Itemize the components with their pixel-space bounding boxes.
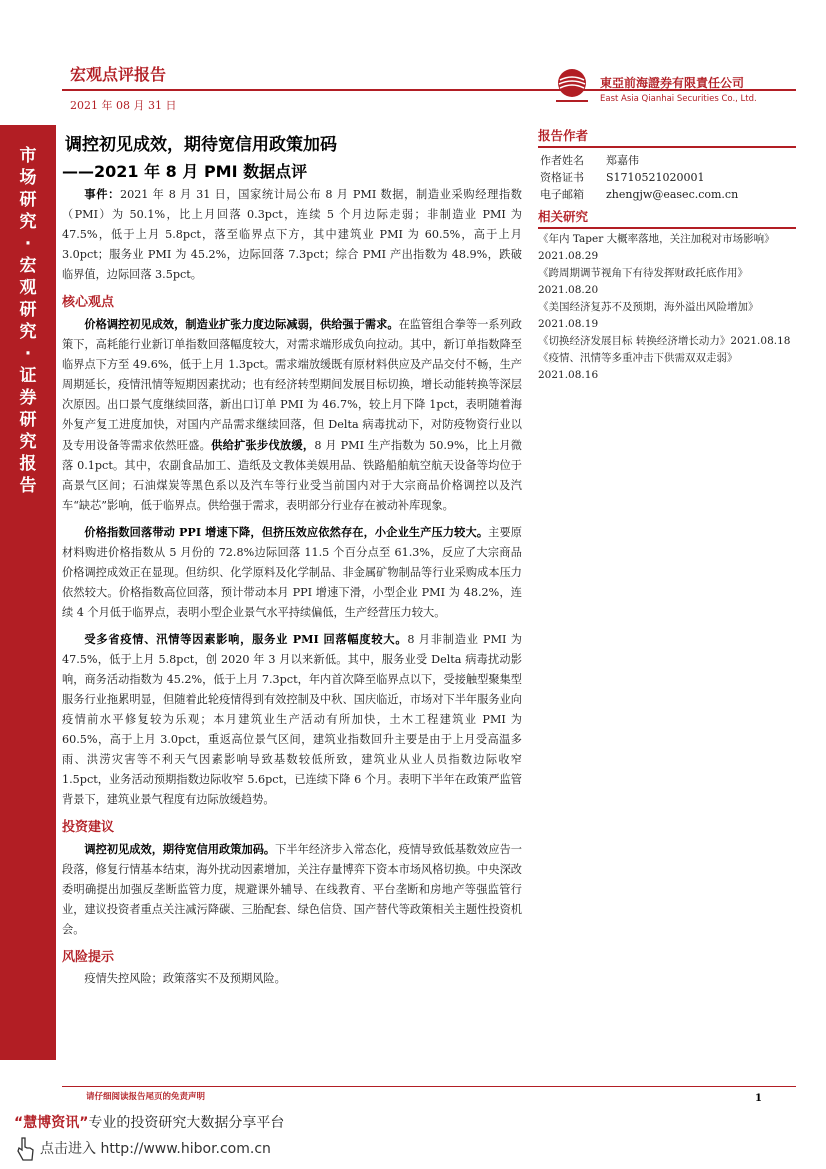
author-row bbox=[540, 186, 796, 203]
sidebar-char: 报 bbox=[19, 454, 37, 474]
author-field-label: 资格证书 bbox=[540, 171, 584, 184]
core-p3-lead: 受多省疫情、汛情等因素影响，服务业 PMI 回落幅度较大。 bbox=[84, 632, 408, 646]
company-name-cn: 東亞前海證券有限責任公司 bbox=[600, 76, 745, 90]
related-heading: 相关研究 bbox=[538, 207, 796, 229]
document-title: 调控初见成效，期待宽信用政策加码 bbox=[65, 135, 337, 155]
author-row bbox=[540, 169, 796, 186]
sidebar-char: 告 bbox=[19, 476, 37, 496]
watermark-link[interactable]: 点击进入 http://www.hibor.com.cn bbox=[40, 1141, 271, 1157]
main-column bbox=[62, 130, 522, 989]
sidebar-char: 研 bbox=[19, 410, 37, 430]
related-item[interactable]: 《美国经济复苏不及预期，海外溢出风险增加》2021.08.19 bbox=[538, 301, 759, 330]
sidebar-label bbox=[0, 145, 56, 497]
related-item[interactable]: 《切换经济发展目标 转换经济增长动力》2021.08.18 bbox=[538, 335, 791, 347]
sidebar-char: 究 bbox=[19, 322, 37, 342]
sidebar-char: 券 bbox=[19, 388, 37, 408]
sidebar-char: 市 bbox=[19, 146, 37, 166]
invest-lead: 调控初见成效，期待宽信用政策加码。 bbox=[84, 842, 276, 856]
sidebar-char: 宏 bbox=[19, 256, 37, 276]
category-sidebar bbox=[0, 125, 56, 1060]
sidebar-char: 场 bbox=[19, 168, 37, 188]
watermark-line-1 bbox=[14, 1112, 284, 1132]
core-p1-text-2: 8 月 PMI 生产指数为 50.9%，比上月微落 0.1pct。其中，农副食品加工、造纸及文教体美娱用品、铁路船舶航空航天设备等均位于高景气区间；石油煤炭等黑色系以及汽车等行业受当前国内对于大宗商品价格调控以及汽车“缺芯”影响，低于临界点。供给强于需求，表明部分行业存在被动补库现象。 bbox=[62, 439, 522, 512]
author-info bbox=[538, 152, 796, 203]
core-p3-text: 8 月非制造业 PMI 为 47.5%，低于上月 5.8pct，创 2020 年 3 月以来新低。其中，服务业受 Delta 病毒扰动影响，商务活动指数为 45.2%，低于上月 7.3pct，年内首次降至临界点以下，受接触型聚集型服务行业拖累明显，但随着此轮疫情得到有效控制及中秋、国庆临近，市场对下半年服务业向疫情前水平修复较为乐观；本月建筑业生产活动有所加快，土木工程建筑业 PMI 为 60.5%，高于上月 3.0pct，重返高位景气区间，建筑业指数回升主要是由于上月受高温多雨、洪涝灾害等不利天气因素影响导致基数较低所致，建筑业从业人员指数边际收窄 1.5pct，业务活动预期指数边际收窄 5.6pct，已连续下降 6 个月。表明下半年在政策严监管背景下，建筑业景气程度有边际放缓趋势。 bbox=[62, 633, 522, 806]
watermark-tagline: 专业的投资研究大数据分享平台 bbox=[88, 1115, 285, 1131]
event-label: 事件： bbox=[84, 187, 120, 201]
core-p1-lead: 价格调控初见成效，制造业扩张力度边际减弱，供给强于需求。 bbox=[84, 317, 399, 331]
sidebar-char: 究 bbox=[19, 212, 37, 232]
watermark-brand: “慧博资讯” bbox=[14, 1115, 89, 1131]
related-item[interactable]: 《跨周期调节视角下有待发挥财政托底作用》2021.08.20 bbox=[538, 267, 748, 296]
sidebar-char: 究 bbox=[19, 432, 37, 452]
related-item[interactable]: 《疫情、汛情等多重冲击下供需双双走弱》2021.08.16 bbox=[538, 352, 738, 381]
author-field-label: 作者姓名 bbox=[540, 154, 584, 167]
sidebar-char: 研 bbox=[19, 300, 37, 320]
author-heading: 报告作者 bbox=[538, 126, 796, 148]
author-row bbox=[540, 152, 796, 169]
core-p2-text: 主要原材料购进价格指数从 5 月份的 72.8%边际回落 11.5 个百分点至 61.3%，反应了大宗商品价格调控成效正在显现。但纺织、化学原料及化学制品、非金属矿物制品等行业采购成本压力依然较大。价格指数高位回落，预计带动本月 PPI 增速下滑，小型企业 PMI 为 48.2%，连续 4 个月低于临界点，表明小型企业景气水平持续偏低，生产经营压力较大。 bbox=[62, 526, 522, 619]
core-p1-text: 在监管组合拳等一系列政策下，高耗能行业新订单指数回落幅度较大，对需求端形成负向拉动。其中，新订单指数降至临界点下方至 49.6%，低于上月 1.3pct。需求端放缓既有原材料供应及产品交付不畅，生产周期延长，疫情汛情等短期因素扰动；也有经济转型期间发展目标切换，增长动能转换等深层次原因。出口景气度继续回落，新出口订单 PMI 为 46.7%，较上月下降 1pct，表明随着海外复产复工进度加快，对国内产品需求继续回落，但 Delta 病毒扰动下，对防疫物资行业以及专用设备等需求依然旺盛。 bbox=[62, 318, 522, 452]
invest-heading: 投资建议 bbox=[62, 820, 115, 835]
core-paragraph-3 bbox=[62, 629, 522, 810]
author-field-value: S1710521020001 bbox=[606, 171, 705, 184]
risk-paragraph: 疫情失控风险；政策落实不及预期风险。 bbox=[84, 972, 286, 985]
event-text: 2021 年 8 月 31 日，国家统计局公布 8 月 PMI 数据，制造业采购经理指数（PMI）为 50.1%，比上月回落 0.3pct，连续 5 个月边际走弱；非制造业 PMI 为 47.5%，低于上月 5.8pct，落至临界点下方，其中建筑业 PMI 为 60.5%，高于上月 3.0pct；服务业 PMI 为 45.2%，边际回落 7.3pct；综合 PMI 产出指数为 48.9%，跌破临界值，边际回落 3.5pct。 bbox=[62, 188, 522, 281]
risk-heading: 风险提示 bbox=[62, 950, 115, 965]
core-heading: 核心观点 bbox=[62, 295, 115, 310]
core-p1-lead-2: 供给扩张步伐放缓， bbox=[211, 438, 315, 452]
core-paragraph-2 bbox=[62, 522, 522, 623]
company-name-en: East Asia Qianhai Securities Co., Ltd. bbox=[600, 94, 757, 104]
core-p2-lead: 价格指数回落带动 PPI 增速下降，但挤压效应依然存在，小企业生产压力较大。 bbox=[84, 525, 489, 539]
author-field-value: 郑嘉伟 bbox=[606, 154, 639, 167]
core-paragraph-1 bbox=[62, 314, 522, 516]
sidebar-char: 研 bbox=[19, 190, 37, 210]
related-item[interactable]: 《年内 Taper 大概率落地，关注加税对市场影响》2021.08.29 bbox=[538, 233, 775, 262]
event-paragraph bbox=[62, 184, 522, 285]
sidebar-char: · bbox=[24, 344, 32, 364]
document-subtitle: ——2021 年 8 月 PMI 数据点评 bbox=[62, 162, 308, 181]
company-logo-icon bbox=[550, 66, 594, 106]
sidebar-char: · bbox=[24, 234, 32, 254]
hand-pointer-icon bbox=[14, 1136, 36, 1162]
report-date: 2021 年 08 月 31 日 bbox=[70, 99, 177, 112]
report-type: 宏观点评报告 bbox=[70, 65, 167, 84]
invest-text: 下半年经济步入常态化，疫情导致低基数效应告一段落，修复行情基本结束，海外扰动因素增加，关注存量博弈下资本市场风格切换。中央深改委明确提出加强反垄断监管力度，规避课外辅导、在线教育、平台垄断和房地产等强监管行业，建议投资者重点关注减污降碳、三胎配套、绿色信贷、国产替代等政策相关主题性投资机会。 bbox=[62, 843, 522, 936]
author-field-label: 电子邮箱 bbox=[540, 188, 584, 201]
sidebar-char: 证 bbox=[19, 366, 37, 386]
author-field-value[interactable]: zhengjw@easec.com.cn bbox=[606, 188, 739, 201]
related-research-list bbox=[538, 231, 796, 384]
disclaimer-note: 请仔细阅读报告尾页的免责声明 bbox=[86, 1092, 206, 1102]
invest-paragraph bbox=[62, 839, 522, 940]
footer-divider bbox=[62, 1086, 796, 1087]
right-column bbox=[538, 126, 796, 384]
sidebar-char: 观 bbox=[19, 278, 37, 298]
page-number: 1 bbox=[755, 1093, 762, 1104]
